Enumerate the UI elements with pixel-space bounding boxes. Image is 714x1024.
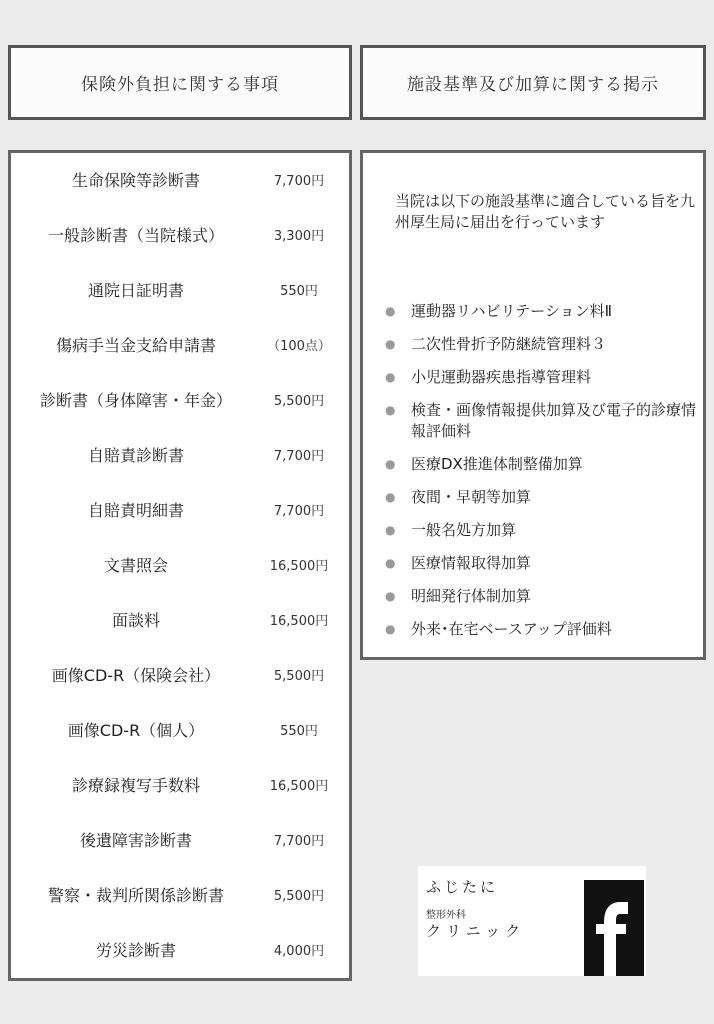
fee-name: 後遺障害診断書 (79, 830, 192, 850)
fee-price: 4,000円 (273, 943, 325, 959)
f-logo-icon (584, 880, 644, 976)
fee-row (11, 434, 349, 474)
facility-header (360, 45, 706, 120)
facility-item-label: 小児運動器疾患指導管理料 (411, 368, 592, 386)
fee-row (11, 654, 349, 694)
facility-panel (360, 150, 706, 660)
facility-item-label: 夜間・早朝等加算 (411, 488, 532, 506)
fee-name: 画像CD-R（個人） (67, 720, 205, 740)
fee-price: 16,500円 (269, 558, 329, 574)
bullet-icon: ● (385, 370, 396, 384)
fee-name: 自賠責診断書 (87, 445, 184, 465)
fee-row (11, 709, 349, 749)
fee-price: 5,500円 (273, 668, 325, 684)
fee-price: 550円 (280, 723, 318, 739)
fee-row (11, 269, 349, 309)
facility-item-label: 検査・画像情報提供加算及び電子的診療情報評価料 (411, 401, 697, 440)
f-logo-svg (584, 880, 644, 976)
facility-item-label: 明細発行体制加算 (411, 587, 532, 605)
fee-price: 5,500円 (273, 888, 325, 904)
bullet-icon: ● (385, 337, 396, 351)
logo-clinic: クリニック (426, 922, 526, 940)
fee-price: 550円 (280, 283, 318, 299)
bullet-icon: ● (385, 403, 396, 417)
logo-name: ふじたに (426, 878, 499, 896)
fee-name: 文書照会 (103, 555, 168, 575)
fee-price: （100点） (267, 338, 331, 354)
facility-item-label: 外来･在宅ベースアップ評価料 (411, 620, 612, 638)
fee-price: 7,700円 (273, 503, 325, 519)
fee-name: 自賠責明細書 (87, 500, 184, 520)
fee-name: 通院日証明書 (87, 280, 184, 300)
fee-name: 一般診断書（当院様式） (47, 225, 224, 245)
facility-item-label: 二次性骨折予防継続管理料３ (411, 335, 607, 353)
fee-price: 7,700円 (273, 448, 325, 464)
fee-name: 労災診断書 (95, 940, 176, 960)
fee-price: 7,700円 (273, 173, 325, 189)
fee-row (11, 214, 349, 254)
fee-row (11, 489, 349, 529)
fee-row (11, 379, 349, 419)
fee-price: 3,300円 (273, 228, 325, 244)
fee-price: 16,500円 (269, 613, 329, 629)
fee-name: 画像CD-R（保険会社） (51, 665, 221, 685)
fee-name: 警察・裁判所関係診断書 (47, 885, 224, 905)
fee-row (11, 929, 349, 969)
fee-name: 面談料 (111, 610, 160, 630)
fees-panel (8, 150, 352, 981)
bullet-icon: ● (385, 622, 396, 636)
fee-row (11, 324, 349, 364)
logo-dept: 整形外科 (426, 910, 466, 921)
bullet-icon: ● (385, 490, 396, 504)
bullet-icon: ● (385, 457, 396, 471)
fee-price: 5,500円 (273, 393, 325, 409)
facility-item-label: 運動器リハビリテーション料Ⅱ (411, 302, 613, 320)
fee-name: 診断書（身体障害・年金） (39, 390, 232, 410)
fee-price: 7,700円 (273, 833, 325, 849)
fee-price: 16,500円 (269, 778, 329, 794)
bullet-icon: ● (385, 304, 396, 318)
fees-header-title: 保険外負担に関する事項 (81, 75, 279, 95)
clinic-logo (418, 866, 646, 976)
bullet-icon: ● (385, 523, 396, 537)
fees-header (8, 45, 352, 120)
fee-row (11, 874, 349, 914)
facility-item-label: 一般名処方加算 (411, 521, 517, 539)
fee-row (11, 764, 349, 804)
fee-name: 傷病手当金支給申請書 (55, 335, 216, 355)
facility-header-title: 施設基準及び加算に関する掲示 (407, 75, 659, 95)
bullet-icon: ● (385, 589, 396, 603)
facility-item-label: 医療DX推進体制整備加算 (411, 455, 583, 473)
fee-row (11, 599, 349, 639)
fee-row (11, 159, 349, 199)
facility-intro: 当院は以下の施設基準に適合している旨を九州厚生局に届出を行っています (395, 192, 696, 231)
facility-item-label: 医療情報取得加算 (411, 554, 532, 572)
fee-row (11, 819, 349, 859)
fee-name: 生命保険等診断書 (71, 170, 200, 190)
fee-name: 診療録複写手数料 (71, 775, 200, 795)
bullet-icon: ● (385, 556, 396, 570)
fee-row (11, 544, 349, 584)
